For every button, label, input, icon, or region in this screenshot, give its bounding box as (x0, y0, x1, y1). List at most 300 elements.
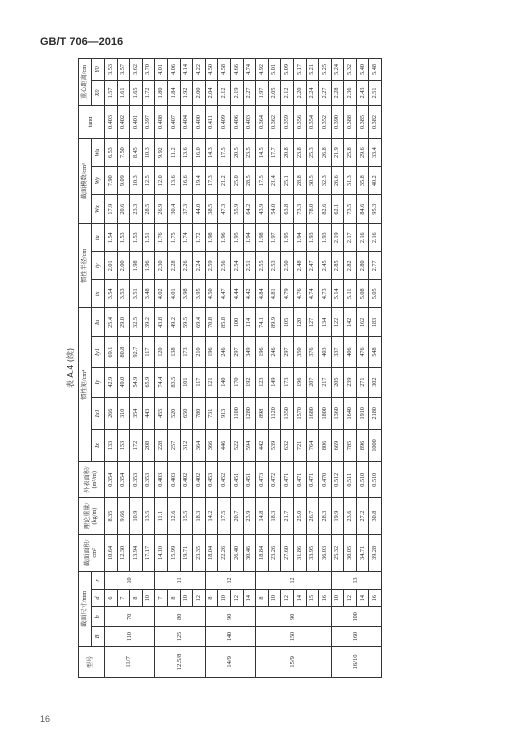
table-row (256, 59, 269, 678)
value-cell: 2.01 (105, 252, 118, 280)
value-cell: 28.8 (293, 167, 306, 195)
value-cell: 1.98 (256, 224, 269, 252)
value-cell: 5.08 (356, 280, 369, 308)
value-cell: 1280 (243, 397, 256, 429)
col-Iu: Iu (92, 308, 105, 337)
value-cell: 2.20 (293, 80, 306, 105)
value-cell: 2.53 (268, 252, 281, 280)
value-cell: 2.24 (306, 80, 319, 105)
value-cell: 23.5 (243, 139, 256, 167)
value-cell: 73.5 (344, 195, 357, 224)
dim-d-cell: 8 (130, 589, 143, 607)
value-cell: 30.05 (344, 534, 357, 571)
value-cell: 0.354 (117, 462, 130, 498)
value-cell: 3.48 (142, 280, 155, 308)
value-cell: 10.64 (105, 534, 118, 571)
dim-d-cell: 12 (281, 589, 294, 607)
dim-d-cell: 15 (306, 589, 319, 607)
dim-d-cell: 14 (243, 589, 256, 607)
value-cell: 217 (319, 367, 332, 397)
value-cell: 9.66 (117, 498, 130, 534)
value-cell: 2.51 (243, 252, 256, 280)
value-cell: 49.2 (167, 308, 180, 337)
dim-d-cell: 6 (105, 589, 118, 607)
value-cell: 5.40 (356, 59, 369, 81)
value-cell: 38.5 (205, 195, 218, 224)
value-cell: 0.406 (230, 105, 243, 138)
value-cell: 898 (256, 397, 269, 429)
value-cell: 2.19 (331, 224, 344, 252)
col-tan: tanα (79, 105, 105, 138)
value-cell: 43.8 (155, 308, 168, 337)
value-cell: 2.48 (293, 252, 306, 280)
value-cell: 1680 (306, 397, 319, 429)
rotated-table-area (64, 58, 468, 678)
value-cell: 20.5 (230, 139, 243, 167)
value-cell: 9.09 (117, 167, 130, 195)
value-cell: 0.402 (117, 105, 130, 138)
value-cell: 25.32 (331, 534, 344, 571)
value-cell: 18.04 (205, 534, 218, 571)
col-group-modulus: 截面模数/cm³ (79, 139, 92, 224)
value-cell: 172 (130, 429, 143, 461)
value-cell: 0.397 (142, 105, 155, 138)
value-cell: 4.02 (155, 280, 168, 308)
dim-d-cell: 16 (369, 589, 382, 607)
value-cell: 25.1 (281, 167, 294, 195)
value-cell: 18.3 (268, 498, 281, 534)
value-cell: 1.96 (218, 224, 231, 252)
value-cell: 0.402 (180, 462, 193, 498)
value-cell: 29.6 (356, 139, 369, 167)
value-cell: 297 (230, 337, 243, 367)
value-cell: 0.362 (268, 105, 281, 138)
value-cell: 2.36 (344, 80, 357, 105)
value-cell: 2.24 (193, 252, 206, 280)
col-Ix: Ix (92, 429, 105, 461)
value-cell: 1.97 (268, 224, 281, 252)
value-cell: 7.50 (117, 139, 130, 167)
value-cell: 7.90 (105, 167, 118, 195)
value-cell: 1.95 (281, 224, 294, 252)
value-cell: 170 (230, 367, 243, 397)
value-cell: 2.12 (281, 80, 294, 105)
value-cell: 1640 (344, 397, 357, 429)
value-cell: 1.76 (155, 224, 168, 252)
value-cell: 0.388 (344, 105, 357, 138)
value-cell: 2.55 (256, 252, 269, 280)
value-cell: 18.3 (193, 498, 206, 534)
value-cell: 4.76 (293, 280, 306, 308)
value-cell: 1.51 (142, 224, 155, 252)
value-cell: 15.99 (167, 534, 180, 571)
value-cell: 1360 (331, 397, 344, 429)
dim-d-cell: 10 (180, 589, 193, 607)
value-cell: 173 (180, 337, 193, 367)
value-cell: 2.80 (356, 252, 369, 280)
value-cell: 0.451 (230, 462, 243, 498)
value-cell: 302 (369, 367, 382, 397)
value-cell: 632 (281, 429, 294, 461)
value-cell: 1.54 (105, 224, 118, 252)
value-cell: 406 (344, 337, 357, 367)
value-cell: 257 (167, 429, 180, 461)
value-cell: 140 (218, 367, 231, 397)
value-cell: 69.4 (193, 308, 206, 337)
value-cell: 2.82 (344, 252, 357, 280)
value-cell: 114 (243, 308, 256, 337)
value-cell: 32.3 (319, 167, 332, 195)
value-cell: 11.1 (155, 498, 168, 534)
value-cell: 12.30 (117, 534, 130, 571)
value-cell: 2.05 (268, 80, 281, 105)
value-cell: 0.472 (268, 462, 281, 498)
value-cell: 0.471 (293, 462, 306, 498)
value-cell: 4.44 (230, 280, 243, 308)
col-d: d (92, 589, 105, 607)
value-cell: 19.4 (193, 167, 206, 195)
value-cell: 4.42 (243, 280, 256, 308)
value-cell: 4.74 (243, 59, 256, 81)
value-cell: 20.6 (117, 195, 130, 224)
value-cell: 6.53 (105, 139, 118, 167)
value-cell: 0.354 (306, 105, 319, 138)
value-cell: 0.451 (243, 462, 256, 498)
page-number: 16 (40, 714, 51, 724)
value-cell: 149 (268, 367, 281, 397)
dim-b-cell: 70 (105, 607, 155, 627)
value-cell: 0.403 (105, 105, 118, 138)
value-cell: 3.53 (117, 280, 130, 308)
value-cell: 89.9 (268, 308, 281, 337)
value-cell: 1.94 (293, 224, 306, 252)
value-cell: 3.54 (105, 280, 118, 308)
value-cell: 20.8 (281, 139, 294, 167)
value-cell: 14.2 (205, 498, 218, 534)
value-cell: 80.8 (117, 337, 130, 367)
dim-d-cell: 7 (155, 589, 168, 607)
col-Wu: Wu (92, 139, 105, 167)
value-cell: 764 (306, 429, 319, 461)
value-cell: 12.0 (155, 167, 168, 195)
value-cell: 43.9 (256, 195, 269, 224)
value-cell: 2.54 (230, 252, 243, 280)
value-cell: 1.80 (155, 80, 168, 105)
value-cell: 31.3 (344, 167, 357, 195)
value-cell: 26.40 (230, 534, 243, 571)
value-cell: 65.9 (142, 367, 155, 397)
dim-B-cell: 125 (155, 627, 205, 647)
value-cell: 3.70 (142, 59, 155, 81)
value-cell: 4.50 (205, 59, 218, 81)
value-cell: 806 (319, 429, 332, 461)
value-cell: 25.0 (293, 498, 306, 534)
value-cell: 196 (205, 337, 218, 367)
value-cell: 2.59 (205, 252, 218, 280)
col-Iy1: Iy1 (92, 337, 105, 367)
value-cell: 17.7 (268, 139, 281, 167)
value-cell: 2.19 (230, 80, 243, 105)
col-Iy: Iy (92, 367, 105, 397)
value-cell: 2.47 (306, 252, 319, 280)
value-cell: 1.72 (142, 80, 155, 105)
col-B: B (92, 627, 105, 647)
value-cell: 785 (344, 429, 357, 461)
value-cell: 23.35 (193, 534, 206, 571)
value-cell: 28.5 (243, 167, 256, 195)
value-cell: 122 (331, 308, 344, 337)
value-cell: 0.404 (180, 105, 193, 138)
col-r: r (92, 572, 105, 590)
table-row (105, 59, 118, 678)
value-cell: 476 (356, 337, 369, 367)
value-cell: 26.8 (319, 139, 332, 167)
value-cell: 54.0 (268, 195, 281, 224)
value-cell: 16.6 (180, 167, 193, 195)
value-cell: 37.3 (180, 195, 193, 224)
value-cell: 5.01 (268, 59, 281, 81)
value-cell: 26.9 (155, 195, 168, 224)
value-cell: 12.5 (142, 167, 155, 195)
value-cell: 594 (243, 429, 256, 461)
value-cell: 1.53 (117, 224, 130, 252)
value-cell: 349 (243, 337, 256, 367)
value-cell: 21.4 (268, 167, 281, 195)
value-cell: 246 (218, 337, 231, 367)
value-cell: 13.6 (167, 167, 180, 195)
dim-b-cell: 80 (155, 607, 205, 627)
table-row (331, 59, 344, 678)
dim-B-cell: 150 (256, 627, 332, 647)
value-cell: 1800 (319, 397, 332, 429)
value-cell: 13.94 (130, 534, 143, 571)
value-cell: 142 (344, 308, 357, 337)
value-cell: 4.01 (155, 59, 168, 81)
value-cell: 27.2 (356, 498, 369, 534)
value-cell: 0.402 (193, 462, 206, 498)
value-cell: 446 (218, 429, 231, 461)
value-cell: 19.9 (331, 498, 344, 534)
value-cell: 2.16 (369, 224, 382, 252)
value-cell: 2.50 (281, 252, 294, 280)
value-cell: 3.62 (130, 59, 143, 81)
value-cell: 30.5 (306, 167, 319, 195)
value-cell: 153 (117, 429, 130, 461)
value-cell: 28.3 (319, 498, 332, 534)
value-cell: 548 (369, 337, 382, 367)
dim-r-cell: 12 (205, 572, 255, 590)
value-cell: 650 (180, 397, 193, 429)
value-cell: 354 (130, 397, 143, 429)
value-cell: 23.26 (268, 534, 281, 571)
col-iu: iu (92, 224, 105, 252)
value-cell: 2.00 (193, 80, 206, 105)
value-cell: 14.10 (155, 534, 168, 571)
value-cell: 0.471 (306, 462, 319, 498)
value-cell: 0.403 (243, 105, 256, 138)
value-cell: 17.3 (205, 167, 218, 195)
value-cell: 403 (319, 337, 332, 367)
value-cell: 366 (205, 429, 218, 461)
value-cell: 210 (193, 337, 206, 367)
value-cell: 30.46 (243, 534, 256, 571)
col-surface: 外表面积/ (m²/m) (79, 462, 105, 498)
value-cell: 5.14 (331, 280, 344, 308)
value-cell: 0.400 (193, 105, 206, 138)
value-cell: 92.7 (130, 337, 143, 367)
value-cell: 1100 (230, 397, 243, 429)
value-cell: 23.3 (130, 195, 143, 224)
value-cell: 0.382 (369, 105, 382, 138)
value-cell: 120 (293, 308, 306, 337)
value-cell: 1000 (369, 429, 382, 461)
dim-B-cell: 140 (205, 627, 255, 647)
value-cell: 3.95 (193, 280, 206, 308)
dim-B-cell: 110 (105, 627, 155, 647)
value-cell: 1.74 (180, 224, 193, 252)
value-cell: 4.66 (230, 59, 243, 81)
value-cell: 85.8 (218, 308, 231, 337)
value-cell: 376 (306, 337, 319, 367)
value-cell: 205 (331, 367, 344, 397)
value-cell: 54.9 (130, 367, 143, 397)
value-cell: 4.58 (218, 59, 231, 81)
value-cell: 5.32 (344, 59, 357, 81)
value-cell: 20.7 (230, 498, 243, 534)
value-cell: 4.50 (205, 280, 218, 308)
value-cell: 32.5 (130, 308, 143, 337)
dim-d-cell: 14 (293, 589, 306, 607)
value-cell: 0.452 (218, 462, 231, 498)
dim-r-cell: 10 (105, 572, 155, 590)
value-cell: 4.14 (180, 59, 193, 81)
value-cell: 117 (142, 337, 155, 367)
value-cell: 1120 (268, 397, 281, 429)
col-Wy: Wy (92, 167, 105, 195)
value-cell: 2.77 (369, 252, 382, 280)
value-cell: 10.9 (130, 498, 143, 534)
value-cell: 3.53 (105, 59, 118, 81)
col-X0: X0 (92, 80, 105, 105)
value-cell: 138 (167, 337, 180, 367)
value-cell: 297 (281, 337, 294, 367)
value-cell: 36.03 (319, 534, 332, 571)
value-cell: 5.24 (331, 59, 344, 81)
value-cell: 1.61 (117, 80, 130, 105)
value-cell: 39.2 (142, 308, 155, 337)
value-cell: 0.409 (218, 105, 231, 138)
value-cell: 310 (117, 397, 130, 429)
value-cell: 1.96 (142, 252, 155, 280)
value-cell: 192 (243, 367, 256, 397)
value-cell: 2.56 (218, 252, 231, 280)
value-cell: 0.364 (256, 105, 269, 138)
value-cell: 4.73 (319, 280, 332, 308)
value-cell: 520 (167, 397, 180, 429)
col-group-inertia: 惯性矩/cm⁴ (79, 308, 92, 462)
value-cell: 25.3 (306, 139, 319, 167)
value-cell: 0.407 (167, 105, 180, 138)
col-group-centroid: 重心距离/cm (79, 59, 92, 106)
dim-r-cell: 11 (155, 572, 205, 590)
value-cell: 455 (155, 397, 168, 429)
value-cell: 266 (105, 397, 118, 429)
value-cell: 0.356 (293, 105, 306, 138)
dim-b-cell: 90 (205, 607, 255, 627)
value-cell: 2.28 (167, 252, 180, 280)
dim-B-cell: 160 (331, 627, 381, 647)
value-cell: 47.3 (218, 195, 231, 224)
value-cell: 0.401 (130, 105, 143, 138)
value-cell: 28.5 (142, 195, 155, 224)
value-cell: 0.453 (205, 462, 218, 498)
dim-r-cell: 13 (331, 572, 381, 590)
value-cell: 0.510 (356, 462, 369, 498)
dim-d-cell: 7 (117, 589, 130, 607)
value-cell: 1.57 (105, 80, 118, 105)
col-model: 型号 (79, 646, 105, 677)
col-area: 截面面积/ cm² (79, 534, 105, 571)
value-cell: 123 (256, 367, 269, 397)
col-Wx: Wx (92, 195, 105, 224)
value-cell: 23.9 (243, 498, 256, 534)
value-cell: 15.5 (180, 498, 193, 534)
value-cell: 11.2 (167, 139, 180, 167)
value-cell: 25.0 (230, 167, 243, 195)
dim-d-cell: 8 (167, 589, 180, 607)
value-cell: 1.94 (243, 224, 256, 252)
value-cell: 1.98 (130, 252, 143, 280)
value-cell: 1.97 (256, 80, 269, 105)
value-cell: 5.17 (293, 59, 306, 81)
value-cell: 337 (331, 337, 344, 367)
value-cell: 0.354 (105, 462, 118, 498)
value-cell: 2.16 (356, 224, 369, 252)
value-cell: 78.0 (306, 195, 319, 224)
value-cell: 49.0 (117, 367, 130, 397)
value-cell: 913 (218, 397, 231, 429)
value-cell: 246 (268, 337, 281, 367)
value-cell: 22.26 (218, 534, 231, 571)
dim-d-cell: 12 (344, 589, 357, 607)
value-cell: 4.47 (218, 280, 231, 308)
value-cell: 5.05 (369, 280, 382, 308)
value-cell: 196 (293, 367, 306, 397)
value-cell: 70.8 (205, 308, 218, 337)
value-cell: 731 (205, 397, 218, 429)
value-cell: 23.6 (344, 498, 357, 534)
value-cell: 9.92 (155, 139, 168, 167)
value-cell: 14.8 (256, 498, 269, 534)
value-cell: 21.7 (281, 498, 294, 534)
value-cell: 0.352 (319, 105, 332, 138)
value-cell: 26.6 (331, 167, 344, 195)
dim-d-cell: 12 (230, 589, 243, 607)
value-cell: 59.5 (180, 308, 193, 337)
value-cell: 0.353 (130, 462, 143, 498)
col-Ix1: Ix1 (92, 397, 105, 429)
value-cell: 21.2 (218, 167, 231, 195)
value-cell: 721 (293, 429, 306, 461)
value-cell: 2.26 (180, 252, 193, 280)
value-cell: 0.512 (331, 462, 344, 498)
value-cell: 4.79 (281, 280, 294, 308)
value-cell: 0.473 (256, 462, 269, 498)
value-cell: 73.3 (293, 195, 306, 224)
value-cell: 2.51 (369, 80, 382, 105)
dim-d-cell: 16 (319, 589, 332, 607)
value-cell: 31.86 (293, 534, 306, 571)
